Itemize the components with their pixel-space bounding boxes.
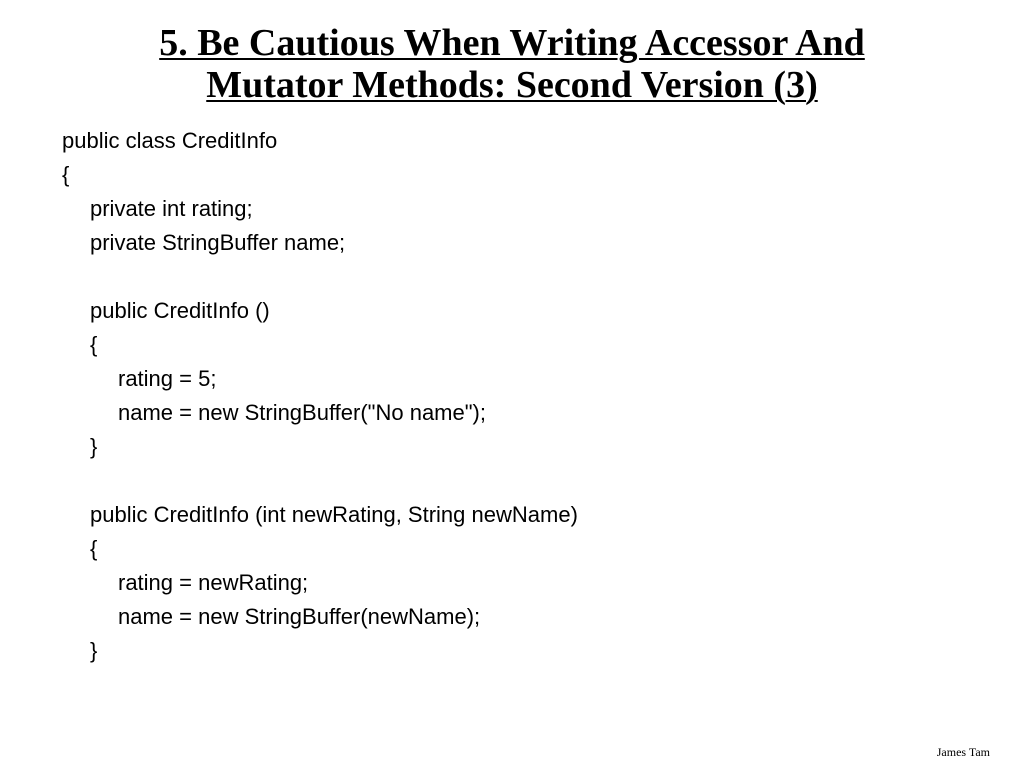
code-line: } — [90, 638, 98, 663]
code-line: public class CreditInfo — [62, 128, 278, 153]
slide-title — [0, 22, 1024, 106]
code-line: public CreditInfo (int newRating, String newName) — [90, 502, 578, 527]
slide-title-line-1: 5. Be Cautious When Writing Accessor And — [159, 22, 865, 64]
code-line: name = new StringBuffer("No name"); — [118, 400, 486, 425]
code-line: public CreditInfo () — [90, 298, 270, 323]
code-line: name = new StringBuffer(newName); — [118, 604, 481, 629]
code-line — [62, 464, 982, 498]
code-line: { — [90, 536, 98, 561]
code-line: { — [62, 162, 70, 187]
code-line — [62, 260, 982, 294]
code-line: { — [90, 332, 98, 357]
code-line: private int rating; — [90, 196, 253, 221]
footer-author: James Tam — [936, 745, 990, 759]
code-line: rating = newRating; — [118, 570, 309, 595]
slide-title-line-2: Mutator Methods: Second Version (3) — [206, 64, 818, 106]
code-line: } — [90, 434, 98, 459]
code-line: private StringBuffer name; — [90, 230, 346, 255]
code-block — [62, 124, 982, 668]
code-line: rating = 5; — [118, 366, 217, 391]
